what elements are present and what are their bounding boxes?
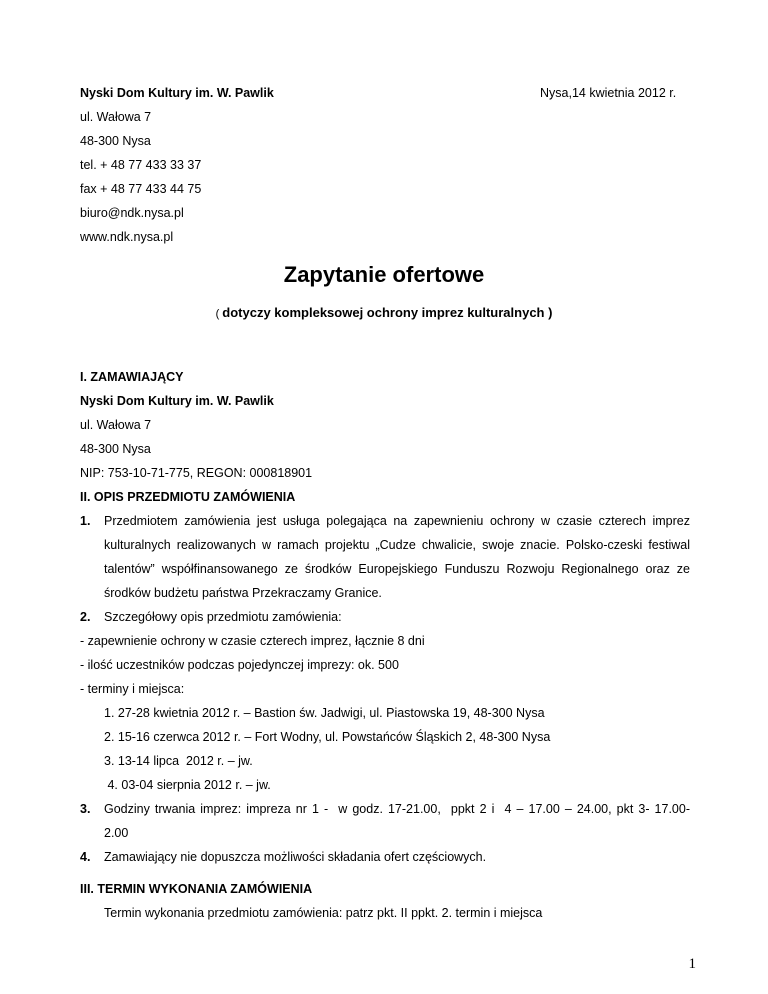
page-number: 1 xyxy=(688,956,696,972)
section1-nip-regon: NIP: 753-10-71-775, REGON: 000818901 xyxy=(80,466,313,480)
item1-line: kulturalnych realizowanych w ramach projektu „Cudze chwalicie, swoje znacie. Polsko-czeski festiwal xyxy=(104,538,690,552)
document-subtitle xyxy=(0,305,768,322)
header-phone: tel. + 48 77 433 33 37 xyxy=(80,158,202,172)
item4-text: Zamawiający nie dopuszcza możliwości składania ofert częściowych. xyxy=(104,850,487,864)
section-heading-termin: III. TERMIN WYKONANIA ZAMÓWIENIA xyxy=(80,882,313,896)
dash-line: - ilość uczestników podczas pojedynczej imprezy: ok. 500 xyxy=(80,658,399,672)
section1-line: ul. Wałowa 7 xyxy=(80,418,152,432)
item-number: 4. xyxy=(80,850,91,864)
header-date: Nysa,14 kwietnia 2012 r. xyxy=(540,86,677,100)
date-entry: 2. 15-16 czerwca 2012 r. – Fort Wodny, ul. Powstańców Śląskich 2, 48-300 Nysa xyxy=(104,730,551,744)
section3-text: Termin wykonania przedmiotu zamówienia: patrz pkt. II ppkt. 2. termin i miejsca xyxy=(104,906,543,920)
item1-line: Przedmiotem zamówienia jest usługa polegająca na zapewnieniu ochrony w czasie czterech imprez xyxy=(104,514,690,528)
item1-line: talentów” współfinansowanego ze środków Europejskiego Funduszu Rozwoju Regionalnego oraz ze xyxy=(104,562,690,576)
subtitle-open: ( xyxy=(215,308,223,320)
item-number: 1. xyxy=(80,514,91,528)
section-heading-opis: II. OPIS PRZEDMIOTU ZAMÓWIENIA xyxy=(80,490,296,504)
section1-org-name: Nyski Dom Kultury im. W. Pawlik xyxy=(80,394,274,408)
item1-line: środków budżetu państwa Przekraczamy Granice. xyxy=(104,586,382,600)
document-title: Zapytanie ofertowe xyxy=(283,262,485,287)
item-number: 2. xyxy=(80,610,91,624)
date-entry: 1. 27-28 kwietnia 2012 r. – Bastion św. Jadwigi, ul. Piastowska 19, 48-300 Nysa xyxy=(104,706,545,720)
item3-line: Godziny trwania imprez: impreza nr 1 - w godz. 17-21.00, ppkt 2 i 4 – 17.00 – 24.00, pkt 3- 17.00- xyxy=(104,802,690,816)
date-entry: 4. 03-04 sierpnia 2012 r. – jw. xyxy=(104,778,271,792)
header-address-line: 48-300 Nysa xyxy=(80,134,151,148)
date-entry: 3. 13-14 lipca 2012 r. – jw. xyxy=(104,754,253,768)
item3-line: 2.00 xyxy=(104,826,129,840)
item2-text: Szczegółowy opis przedmiotu zamówienia: xyxy=(104,610,342,624)
dash-line: - terminy i miejsca: xyxy=(80,682,185,696)
header-fax: fax + 48 77 433 44 75 xyxy=(80,182,202,196)
dash-line: - zapewnienie ochrony w czasie czterech imprez, łącznie 8 dni xyxy=(80,634,425,648)
header-email: biuro@ndk.nysa.pl xyxy=(80,206,184,220)
header-website: www.ndk.nysa.pl xyxy=(80,230,174,244)
header-address-line: ul. Wałowa 7 xyxy=(80,110,152,124)
item-number: 3. xyxy=(80,802,91,816)
subtitle-text: dotyczy kompleksowej ochrony imprez kulturalnych ) xyxy=(222,305,553,320)
section-heading-zamawiajacy: I. ZAMAWIAJĄCY xyxy=(80,370,184,384)
header-org-name: Nyski Dom Kultury im. W. Pawlik xyxy=(80,86,274,100)
section1-line: 48-300 Nysa xyxy=(80,442,151,456)
